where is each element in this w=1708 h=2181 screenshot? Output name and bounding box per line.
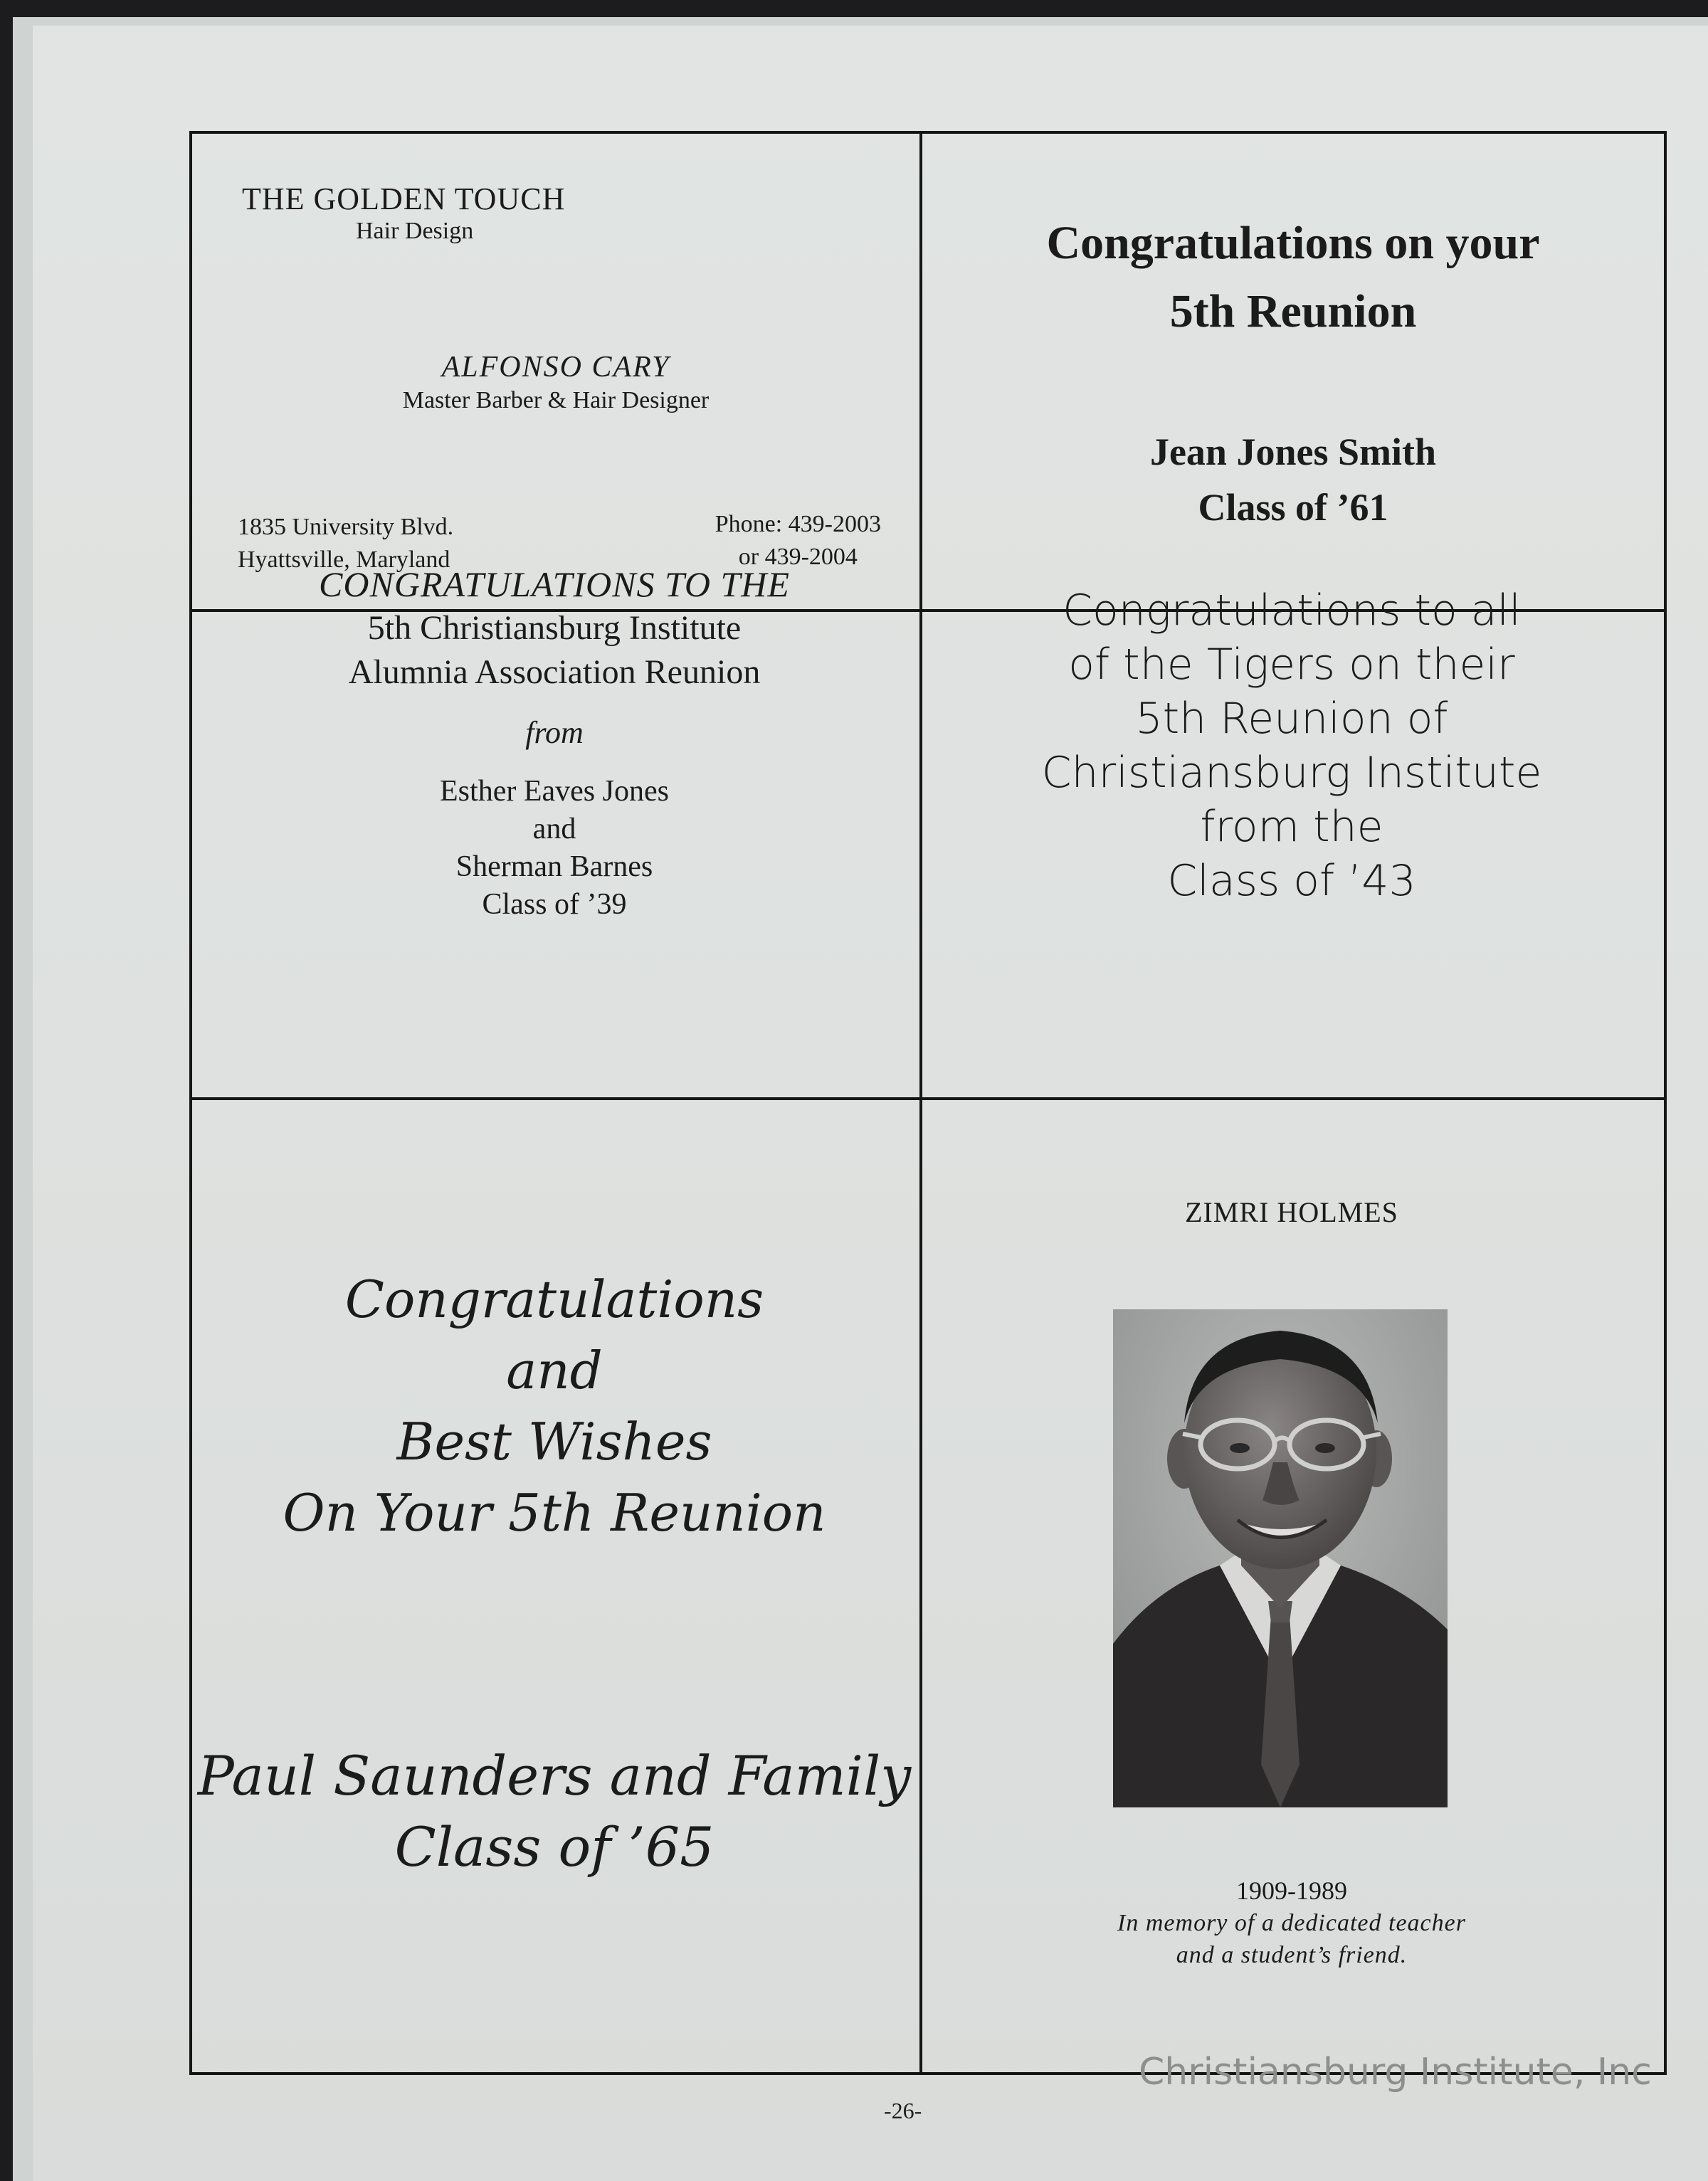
watermark: Christiansburg Institute, Inc bbox=[1139, 2051, 1652, 2093]
address-line: Hyattsville, Maryland bbox=[238, 546, 450, 573]
caption-line: and a student’s friend. bbox=[1176, 1942, 1408, 1968]
barber-name: ALFONSO CARY bbox=[441, 351, 670, 384]
portrait-photo bbox=[1113, 1309, 1448, 1807]
signature-line: Sherman Barnes bbox=[455, 850, 653, 883]
signature-line: Class of ’65 bbox=[394, 1815, 715, 1879]
signature-line: Esther Eaves Jones bbox=[440, 775, 669, 808]
heading-line: Congratulations bbox=[344, 1269, 764, 1329]
ad-heading bbox=[189, 1264, 919, 1548]
barber-role: Master Barber & Hair Designer bbox=[402, 387, 710, 413]
paul-saunders-ad bbox=[189, 26, 919, 2181]
phone-line: or 439-2004 bbox=[738, 544, 858, 570]
heading-line: 5th Reunion bbox=[1169, 285, 1417, 337]
phone-line: Phone: 439-2003 bbox=[715, 511, 881, 537]
from-label: from bbox=[525, 715, 584, 750]
body-line: from the bbox=[1200, 802, 1383, 852]
page-number: -26- bbox=[884, 2098, 922, 2123]
memorial-caption bbox=[919, 1907, 1664, 1971]
memorial-name: ZIMRI HOLMES bbox=[1185, 1196, 1398, 1228]
body-line: Congratulations to all bbox=[1063, 586, 1521, 635]
heading-line: Congratulations on your bbox=[1046, 217, 1540, 269]
address-line: 1835 University Blvd. bbox=[238, 514, 454, 540]
memorial-years: 1909-1989 bbox=[1236, 1876, 1347, 1905]
ad-subtitle: Hair Design bbox=[356, 218, 474, 244]
signature-line: Class of ’39 bbox=[482, 888, 627, 921]
body-line: 5th Christiansburg Institute bbox=[367, 609, 742, 647]
heading-line: Best Wishes bbox=[396, 1412, 712, 1472]
body-line: Class of ’43 bbox=[1167, 856, 1416, 906]
signature-line: and bbox=[532, 813, 576, 845]
signature-line: Jean Jones Smith bbox=[1149, 431, 1437, 473]
zimri-holmes-memorial bbox=[919, 26, 1664, 2181]
page bbox=[33, 26, 1708, 2181]
body-line: Alumnia Association Reunion bbox=[348, 653, 761, 691]
portrait-illustration bbox=[1113, 1309, 1448, 1807]
signature-line: Paul Saunders and Family bbox=[197, 1744, 912, 1807]
signature-line: Class of ’61 bbox=[1198, 486, 1388, 529]
ad-signature bbox=[189, 1741, 919, 1883]
heading-line: and bbox=[506, 1341, 603, 1400]
body-line: Christiansburg Institute bbox=[1041, 748, 1542, 798]
body-line: of the Tigers on their bbox=[1068, 640, 1515, 690]
ad-heading: CONGRATULATIONS TO THE bbox=[319, 564, 790, 604]
ad-title: THE GOLDEN TOUCH bbox=[242, 181, 566, 216]
body-line: 5th Reunion of bbox=[1135, 694, 1448, 744]
caption-line: In memory of a dedicated teacher bbox=[1117, 1910, 1466, 1936]
heading-line: On Your 5th Reunion bbox=[283, 1483, 826, 1543]
